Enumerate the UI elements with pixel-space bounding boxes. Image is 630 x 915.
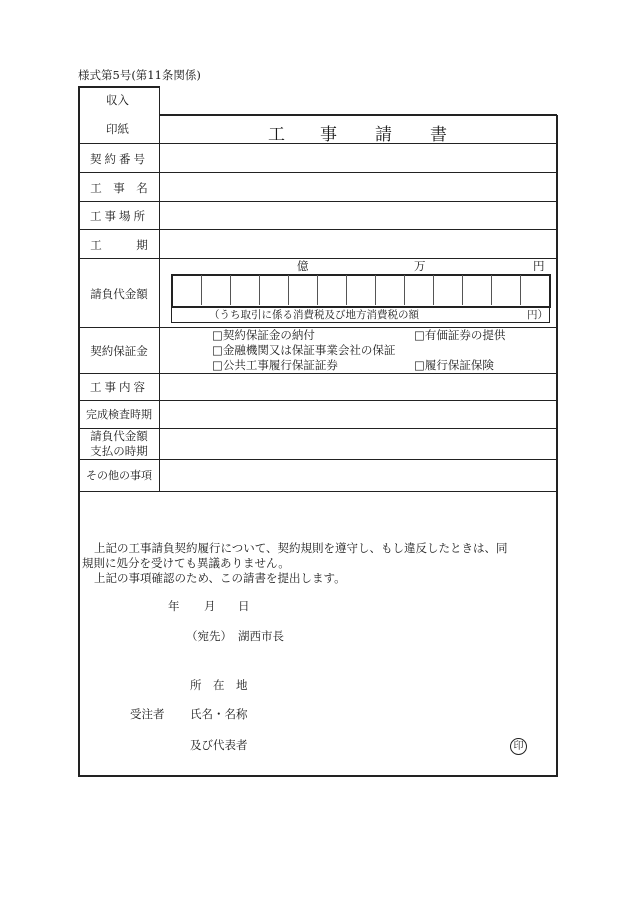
- document-title-char-1: 工: [268, 125, 285, 145]
- row-label-inspection-period: 完成検査時期: [86, 408, 152, 421]
- work-content-field[interactable]: [160, 374, 555, 399]
- contract-number-field[interactable]: [160, 144, 555, 171]
- unit-man-label: 万: [414, 259, 426, 273]
- revenue-stamp-label-bottom: 印紙: [106, 122, 129, 136]
- guarantee-option-insurance[interactable]: □履行保証保険: [414, 358, 494, 372]
- row-label-work-period: 工 期: [90, 238, 148, 252]
- date-year-label: 年: [168, 599, 180, 613]
- revenue-stamp-label-top: 収入: [106, 93, 129, 107]
- guarantee-option-deposit[interactable]: □契約保証金の納付: [212, 328, 315, 342]
- addressee-prefix: （宛先）: [186, 629, 232, 643]
- contractor-role-label: 受注者: [130, 707, 165, 721]
- inspection-period-field[interactable]: [160, 401, 555, 427]
- addressee-name: 湖西市長: [238, 629, 284, 643]
- work-place-field[interactable]: [160, 202, 555, 228]
- guarantee-option-bank-guarantee[interactable]: □金融機関又は保証事業会社の保証: [212, 343, 396, 357]
- row-label-payment-line2: 支払の時期: [90, 444, 148, 458]
- seal-icon: 印: [510, 738, 527, 755]
- guarantee-option-bond[interactable]: □公共工事履行保証証券: [212, 358, 338, 372]
- document-title-char-4: 書: [430, 125, 447, 145]
- date-month-label: 月: [204, 599, 216, 613]
- tax-note-text: （うち取引に係る消費税及び地方消費税の額: [209, 309, 419, 321]
- contractor-representative-label: 及び代表者: [190, 738, 248, 752]
- work-name-field[interactable]: [160, 173, 555, 200]
- unit-oku-label: 億: [297, 259, 309, 273]
- row-label-contract-number: 契約番号: [90, 152, 148, 166]
- row-label-work-name: 工 事 名: [90, 181, 148, 195]
- guarantee-option-securities[interactable]: □有価証券の提供: [414, 328, 506, 342]
- work-period-field[interactable]: [160, 230, 555, 257]
- payment-period-field[interactable]: [160, 429, 555, 458]
- tax-note-close: 円）: [527, 309, 548, 321]
- statement-line-2: 規則に処分を受けても異議ありません。: [82, 556, 290, 570]
- amount-digit-box[interactable]: [171, 274, 551, 308]
- statement-line-3: 上記の事項確認のため、この請書を提出します。: [94, 571, 346, 585]
- row-label-contract-amount: 請負代金額: [90, 287, 148, 301]
- row-label-guarantee: 契約保証金: [90, 344, 148, 358]
- other-matters-field[interactable]: [160, 460, 555, 490]
- document-title-char-3: 請: [375, 125, 392, 145]
- unit-en-label: 円: [533, 259, 545, 273]
- contractor-name-label: 氏名・名称: [190, 707, 248, 721]
- row-label-payment-line1: 請負代金額: [90, 429, 148, 443]
- statement-line-1: 上記の工事請負契約履行について、契約規則を遵守し、もし違反したときは、同: [94, 541, 508, 555]
- document-title-char-2: 事: [320, 125, 337, 145]
- contractor-address-label: 所 在 地: [190, 678, 248, 692]
- row-label-work-content: 工事内容: [90, 380, 148, 394]
- date-day-label: 日: [238, 599, 250, 613]
- row-label-other-matters: その他の事項: [86, 469, 152, 482]
- form-number-label: 様式第5号(第11条関係): [78, 68, 201, 82]
- row-label-work-place: 工事場所: [90, 209, 148, 223]
